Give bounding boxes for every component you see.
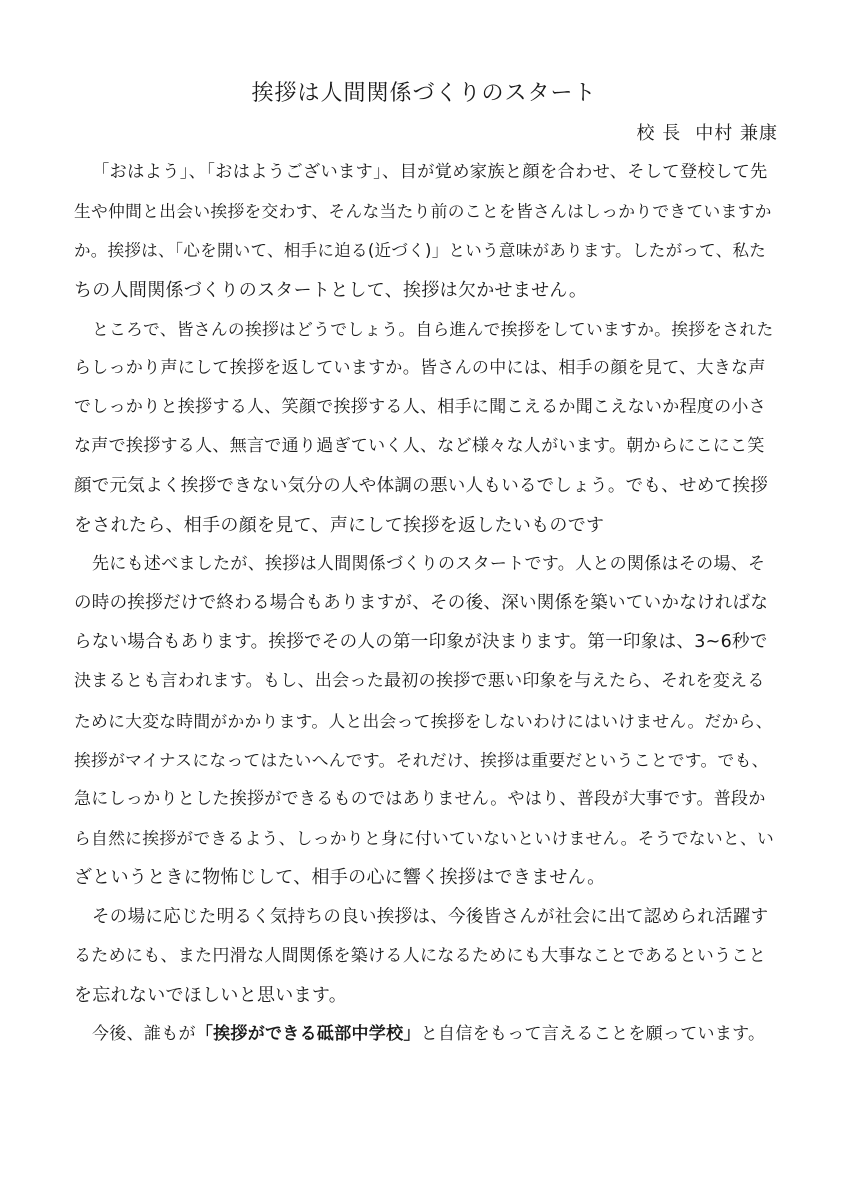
text-line: か。挨拶は、「心を開いて、相手に迫る(近づく)」という意味があります。したがって、私た (74, 241, 767, 261)
text-line: でしっかりと挨拶する人、笑顔で挨拶する人、相手に聞こえるか聞こえないか程度の小さ (74, 397, 766, 418)
closing-line (74, 1015, 774, 1054)
text-line: な声で挨拶する人、無言で通り過ぎていく人、など様々な人がいます。朝からにこにこ笑 (74, 436, 765, 457)
text-line: 顔で元気よく挨拶できない気分の人や体調の悪い人もいるでしょう。でも、せめて挨拶 (74, 475, 769, 496)
text-line: 急にしっかりとした挨拶ができるものではありません。やはり、普段が大事です。普段か (74, 789, 766, 809)
author-role: 校 長 (636, 123, 682, 144)
paragraph-3 (74, 545, 774, 898)
text-line: らしっかり声にして挨拶を返していますか。皆さんの中には、相手の顔を見て、大きな声 (74, 357, 766, 378)
text-line: ところで、皆さんの挨拶はどうでしょう。自ら進んで挨拶をしていますか。挨拶をされた (92, 318, 774, 339)
text-line: ために大変な時間がかかります。人と出会って挨拶をしないわけにはいけません。だから、 (74, 710, 773, 731)
text-line: らない場合もあります。挨拶でその人の第一印象が決まります。第一印象は、3~6秒で (74, 632, 768, 653)
text-line: 先にも述べましたが、挨拶は人間関係づくりのスタートです。人との関係はその場、そ (92, 553, 766, 574)
closing-paragraph (74, 1015, 774, 1054)
text-line: 挨拶がマイナスになってはたいへんです。それだけ、挨拶は重要だということです。でも、 (74, 749, 769, 770)
paragraph-4 (74, 898, 774, 1016)
school-name-emphasis: 「挨拶ができる砥部中学校」 (195, 1024, 421, 1045)
text-line: 「おはよう」、「おはようございます」、目が覚め家族と顔を合わせ、そして登校して先 (92, 162, 768, 182)
text-line: その場に応じた明るく気持ちの良い挨拶は、今後皆さんが社会に出て認められ活躍す (92, 906, 769, 927)
text-line: 生や仲間と出会い挨拶を交わす、そんな当たり前のことを皆さんはしっかりできていますか (74, 201, 772, 222)
text-line: ざというときに物怖じして、相手の心に響く挨拶はできません。 (74, 867, 606, 889)
closing-after: と自信をもって言えることを願っています。 (420, 1024, 766, 1045)
text-line: るためにも、また円滑な人間関係を築ける人になるためにも大事なことであるということ (74, 945, 766, 966)
body-text (74, 153, 774, 1054)
text-line: をされたら、相手の顔を見て、声にして挨拶を返したいものです (74, 514, 605, 536)
paragraph-2 (74, 310, 774, 545)
paragraph-1 (74, 153, 774, 310)
text-line: の時の挨拶だけで終わる場合もありますが、その後、深い関係を築いていかなければな (74, 593, 769, 614)
author-name: 中村 兼康 (695, 123, 778, 144)
closing-before: 今後、誰もが (92, 1024, 196, 1045)
text-line: 決まるとも言われます。もし、出会った最初の挨拶で悪い印象を与えたら、それを変える (74, 671, 765, 692)
document-title: 挨拶は人間関係づくりのスタート (251, 81, 597, 106)
author-line (637, 120, 778, 148)
text-line: ちの人間関係づくりのスタートとして、挨拶は欠かせません。 (74, 279, 588, 301)
text-line: を忘れないでほしいと思います。 (74, 984, 348, 1006)
text-line: ら自然に挨拶ができるよう、しっかりと身に付いていないといけません。そうでないと、い (74, 828, 775, 849)
